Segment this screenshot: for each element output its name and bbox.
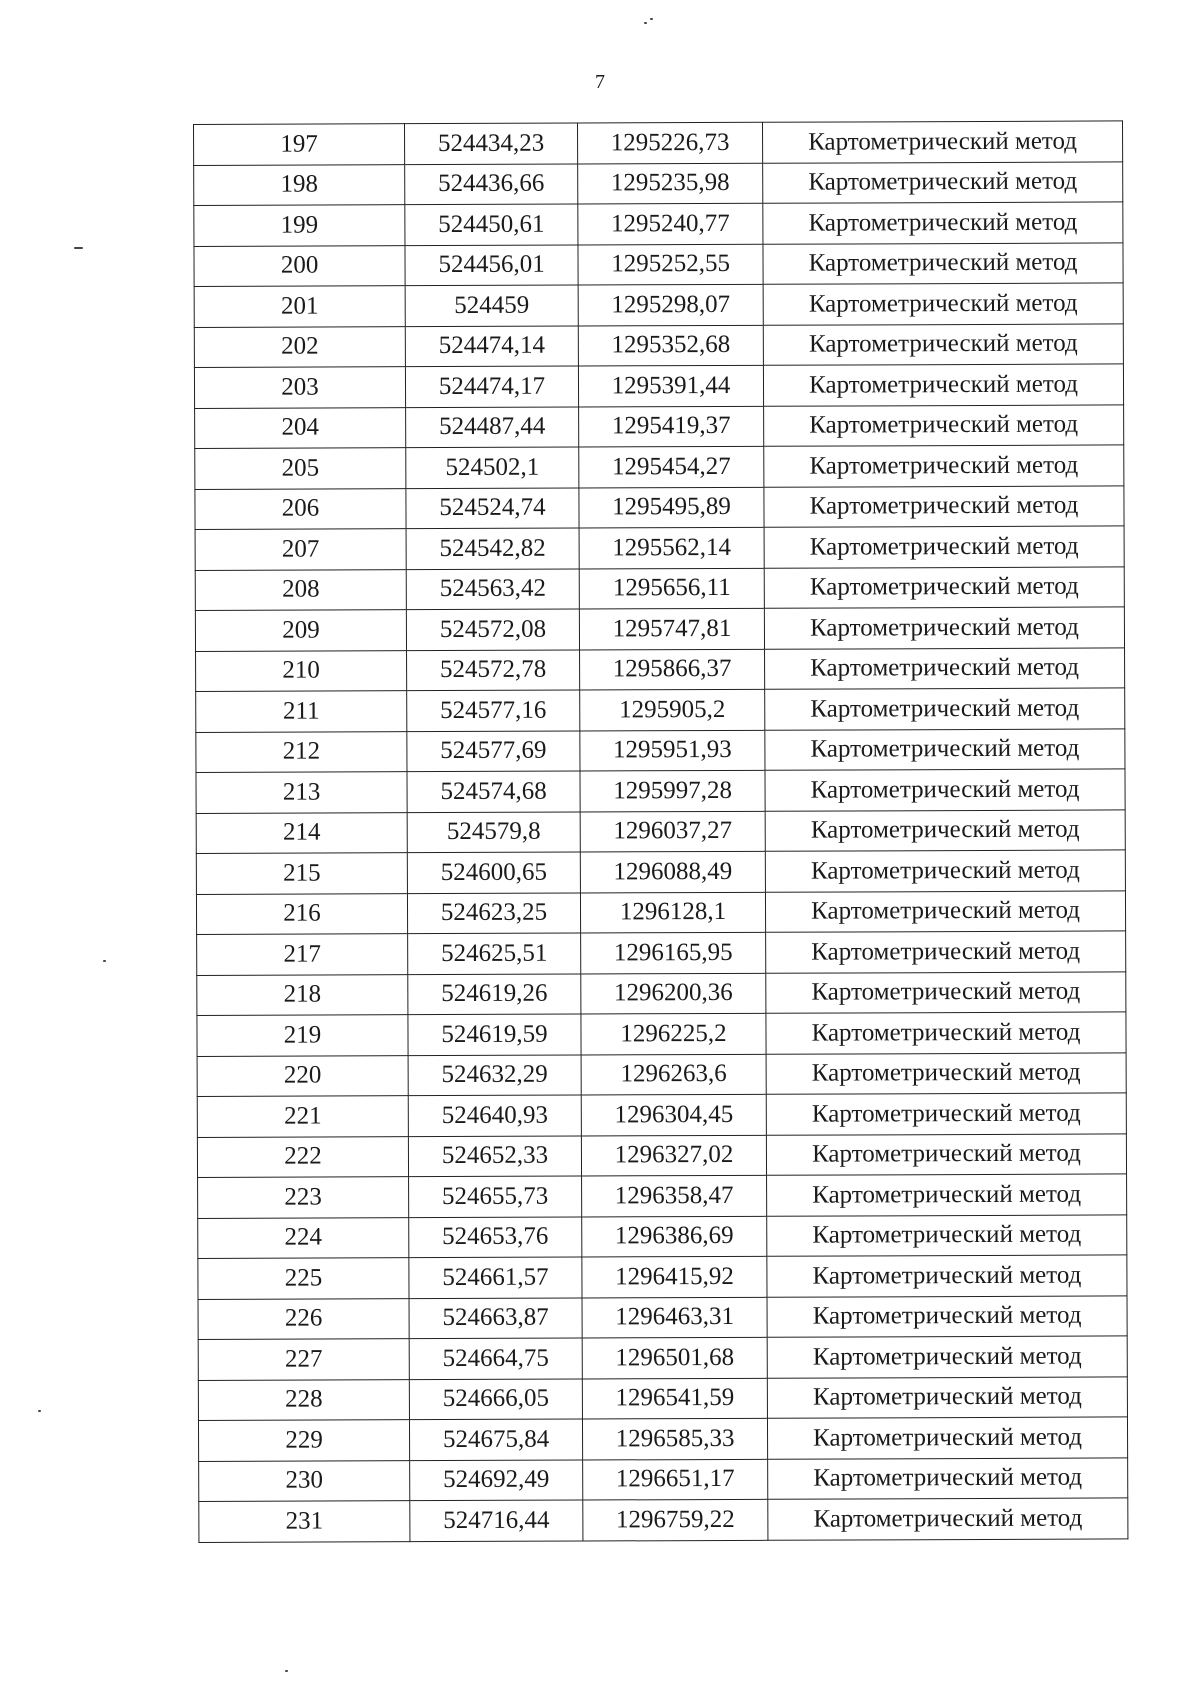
page-number: 7 (595, 71, 605, 93)
table-row (197, 1133, 1126, 1177)
point-number-cell: 215 (196, 853, 407, 894)
method-cell: Картометрический метод (764, 607, 1124, 649)
y-coordinate-cell: 1295951,93 (580, 730, 765, 771)
method-cell: Картометрический метод (766, 1133, 1126, 1175)
x-coordinate-cell: 524692,49 (410, 1460, 583, 1501)
y-coordinate-cell: 1295352,68 (578, 325, 763, 366)
y-coordinate-cell: 1295997,28 (580, 770, 765, 811)
method-cell: Картометрический метод (767, 1417, 1127, 1459)
y-coordinate-cell: 1296304,45 (581, 1094, 766, 1135)
method-cell: Картометрический метод (767, 1376, 1127, 1418)
x-coordinate-cell: 524572,78 (407, 650, 580, 691)
x-coordinate-cell: 524716,44 (410, 1500, 583, 1541)
method-cell: Картометрический метод (767, 1255, 1127, 1297)
x-coordinate-cell: 524436,66 (405, 164, 578, 205)
method-cell: Картометрический метод (763, 323, 1123, 365)
x-coordinate-cell: 524577,69 (407, 731, 580, 772)
point-number-cell: 221 (197, 1096, 408, 1137)
y-coordinate-cell: 1296501,68 (582, 1337, 767, 1378)
point-number-cell: 216 (196, 893, 407, 934)
y-coordinate-cell: 1296415,92 (582, 1256, 767, 1297)
table-row (195, 607, 1124, 651)
table-row (198, 1295, 1127, 1339)
x-coordinate-cell: 524666,05 (409, 1379, 582, 1420)
point-number-cell: 206 (195, 488, 406, 529)
table-row (194, 161, 1123, 205)
x-coordinate-cell: 524456,01 (405, 245, 578, 286)
x-coordinate-cell: 524474,14 (405, 326, 578, 367)
x-coordinate-cell: 524664,75 (409, 1338, 582, 1379)
x-coordinate-cell: 524655,73 (409, 1176, 582, 1217)
y-coordinate-cell: 1296128,1 (580, 892, 765, 933)
y-coordinate-cell: 1295240,77 (578, 203, 763, 244)
table-row (195, 526, 1124, 570)
point-number-cell: 219 (197, 1015, 408, 1056)
method-cell: Картометрический метод (764, 485, 1124, 527)
method-cell: Картометрический метод (765, 728, 1125, 770)
point-number-cell: 229 (198, 1420, 409, 1461)
point-number-cell: 207 (195, 529, 406, 570)
y-coordinate-cell: 1296225,2 (581, 1013, 766, 1054)
table-row (197, 1012, 1126, 1056)
method-cell: Картометрический метод (763, 283, 1123, 325)
point-number-cell: 218 (197, 974, 408, 1015)
x-coordinate-cell: 524450,61 (405, 204, 578, 245)
scan-speck (650, 18, 653, 20)
method-cell: Картометрический метод (764, 526, 1124, 568)
table-row (198, 1255, 1127, 1299)
x-coordinate-cell: 524675,84 (409, 1419, 582, 1460)
y-coordinate-cell: 1295298,07 (578, 284, 763, 325)
x-coordinate-cell: 524663,87 (409, 1298, 582, 1339)
table-row (198, 1214, 1127, 1258)
point-number-cell: 214 (196, 812, 407, 853)
point-number-cell: 224 (198, 1217, 409, 1258)
y-coordinate-cell: 1296037,27 (580, 811, 765, 852)
x-coordinate-cell: 524574,68 (407, 771, 580, 812)
point-number-cell: 222 (197, 1136, 408, 1177)
point-number-cell: 202 (194, 326, 405, 367)
x-coordinate-cell: 524632,29 (408, 1055, 581, 1096)
method-cell: Картометрический метод (765, 688, 1125, 730)
y-coordinate-cell: 1295866,37 (580, 649, 765, 690)
point-number-cell: 230 (199, 1460, 410, 1501)
scan-speck (38, 1410, 41, 1412)
y-coordinate-cell: 1295226,73 (577, 122, 762, 163)
x-coordinate-cell: 524487,44 (406, 407, 579, 448)
point-number-cell: 204 (195, 407, 406, 448)
x-coordinate-cell: 524577,16 (407, 690, 580, 731)
table-row (197, 1052, 1126, 1096)
table-row (199, 1457, 1128, 1501)
y-coordinate-cell: 1296165,95 (581, 932, 766, 973)
method-cell: Картометрический метод (766, 1052, 1126, 1094)
x-coordinate-cell: 524563,42 (406, 569, 579, 610)
y-coordinate-cell: 1295562,14 (579, 527, 764, 568)
table-row (194, 202, 1123, 246)
point-number-cell: 205 (195, 448, 406, 489)
scan-speck (285, 1670, 288, 1672)
method-cell: Картометрический метод (765, 850, 1125, 892)
y-coordinate-cell: 1295905,2 (580, 689, 765, 730)
point-number-cell: 225 (198, 1258, 409, 1299)
y-coordinate-cell: 1296541,59 (582, 1378, 767, 1419)
table-row (195, 485, 1124, 529)
scan-speck (103, 960, 106, 962)
method-cell: Картометрический метод (764, 404, 1124, 446)
x-coordinate-cell: 524572,08 (406, 609, 579, 650)
y-coordinate-cell: 1295419,37 (579, 406, 764, 447)
table-row (195, 445, 1124, 489)
table-row (194, 283, 1123, 327)
y-coordinate-cell: 1296585,33 (582, 1418, 767, 1459)
x-coordinate-cell: 524579,8 (407, 812, 580, 853)
x-coordinate-cell: 524542,82 (406, 528, 579, 569)
y-coordinate-cell: 1295252,55 (578, 244, 763, 285)
method-cell: Картометрический метод (767, 1174, 1127, 1216)
table-row (198, 1174, 1127, 1218)
method-cell: Картометрический метод (765, 769, 1125, 811)
y-coordinate-cell: 1296088,49 (580, 851, 765, 892)
method-cell: Картометрический метод (765, 809, 1125, 851)
point-number-cell: 197 (194, 124, 405, 165)
table-row (199, 1498, 1128, 1542)
y-coordinate-cell: 1296759,22 (583, 1499, 768, 1540)
y-coordinate-cell: 1295454,27 (579, 446, 764, 487)
point-number-cell: 199 (194, 205, 405, 246)
table-row (194, 121, 1123, 165)
table-row (197, 1093, 1126, 1137)
method-cell: Картометрический метод (763, 364, 1123, 406)
x-coordinate-cell: 524459 (405, 285, 578, 326)
method-cell: Картометрический метод (762, 121, 1122, 163)
method-cell: Картометрический метод (763, 161, 1123, 203)
y-coordinate-cell: 1296200,36 (581, 973, 766, 1014)
method-cell: Картометрический метод (764, 445, 1124, 487)
table-row (198, 1417, 1127, 1461)
x-coordinate-cell: 524600,65 (407, 852, 580, 893)
point-number-cell: 200 (194, 245, 405, 286)
table-row (198, 1376, 1127, 1420)
x-coordinate-cell: 524474,17 (405, 366, 578, 407)
y-coordinate-cell: 1295747,81 (579, 608, 764, 649)
table-row (196, 809, 1125, 853)
x-coordinate-cell: 524619,59 (408, 1014, 581, 1055)
x-coordinate-cell: 524524,74 (406, 488, 579, 529)
x-coordinate-cell: 524640,93 (408, 1095, 581, 1136)
method-cell: Картометрический метод (766, 971, 1126, 1013)
method-cell: Картометрический метод (766, 1012, 1126, 1054)
y-coordinate-cell: 1295391,44 (578, 365, 763, 406)
point-number-cell: 201 (194, 286, 405, 327)
method-cell: Картометрический метод (768, 1457, 1128, 1499)
method-cell: Картометрический метод (765, 890, 1125, 932)
x-coordinate-cell: 524652,33 (408, 1136, 581, 1177)
y-coordinate-cell: 1295235,98 (578, 163, 763, 204)
table-row (197, 971, 1126, 1015)
scan-speck (644, 22, 647, 24)
method-cell: Картометрический метод (767, 1295, 1127, 1337)
x-coordinate-cell: 524619,26 (408, 974, 581, 1015)
point-number-cell: 226 (198, 1298, 409, 1339)
table-row (194, 364, 1123, 408)
y-coordinate-cell: 1296358,47 (582, 1175, 767, 1216)
coordinates-table (193, 120, 1128, 1542)
y-coordinate-cell: 1296651,17 (583, 1459, 768, 1500)
method-cell: Картометрический метод (767, 1336, 1127, 1378)
y-coordinate-cell: 1296386,69 (582, 1216, 767, 1257)
y-coordinate-cell: 1295656,11 (579, 568, 764, 609)
y-coordinate-cell: 1296463,31 (582, 1297, 767, 1338)
method-cell: Картометрический метод (765, 647, 1125, 689)
table-row (197, 931, 1126, 975)
point-number-cell: 228 (198, 1379, 409, 1420)
point-number-cell: 211 (196, 691, 407, 732)
x-coordinate-cell: 524623,25 (407, 893, 580, 934)
point-number-cell: 231 (199, 1501, 410, 1542)
table-row (198, 1336, 1127, 1380)
y-coordinate-cell: 1296327,02 (581, 1135, 766, 1176)
point-number-cell: 223 (198, 1177, 409, 1218)
point-number-cell: 208 (195, 569, 406, 610)
point-number-cell: 198 (194, 164, 405, 205)
point-number-cell: 217 (197, 934, 408, 975)
y-coordinate-cell: 1296263,6 (581, 1054, 766, 1095)
table-row (194, 242, 1123, 286)
x-coordinate-cell: 524434,23 (405, 123, 578, 164)
x-coordinate-cell: 524502,1 (406, 447, 579, 488)
table-row (196, 850, 1125, 894)
point-number-cell: 213 (196, 772, 407, 813)
table-row (194, 323, 1123, 367)
scan-speck (74, 247, 83, 249)
method-cell: Картометрический метод (763, 202, 1123, 244)
table-row (195, 566, 1124, 610)
method-cell: Картометрический метод (766, 1093, 1126, 1135)
point-number-cell: 209 (195, 610, 406, 651)
y-coordinate-cell: 1295495,89 (579, 487, 764, 528)
x-coordinate-cell: 524625,51 (408, 933, 581, 974)
table-body (194, 121, 1128, 1542)
point-number-cell: 203 (194, 367, 405, 408)
method-cell: Картометрический метод (763, 242, 1123, 284)
table-row (196, 728, 1125, 772)
table-row (196, 769, 1125, 813)
x-coordinate-cell: 524661,57 (409, 1257, 582, 1298)
method-cell: Картометрический метод (767, 1214, 1127, 1256)
table-row (196, 890, 1125, 934)
point-number-cell: 210 (196, 650, 407, 691)
table-row (196, 647, 1125, 691)
table-row (196, 688, 1125, 732)
method-cell: Картометрический метод (766, 931, 1126, 973)
method-cell: Картометрический метод (768, 1498, 1128, 1540)
table-row (195, 404, 1124, 448)
method-cell: Картометрический метод (764, 566, 1124, 608)
point-number-cell: 212 (196, 731, 407, 772)
point-number-cell: 227 (198, 1339, 409, 1380)
point-number-cell: 220 (197, 1055, 408, 1096)
x-coordinate-cell: 524653,76 (409, 1217, 582, 1258)
